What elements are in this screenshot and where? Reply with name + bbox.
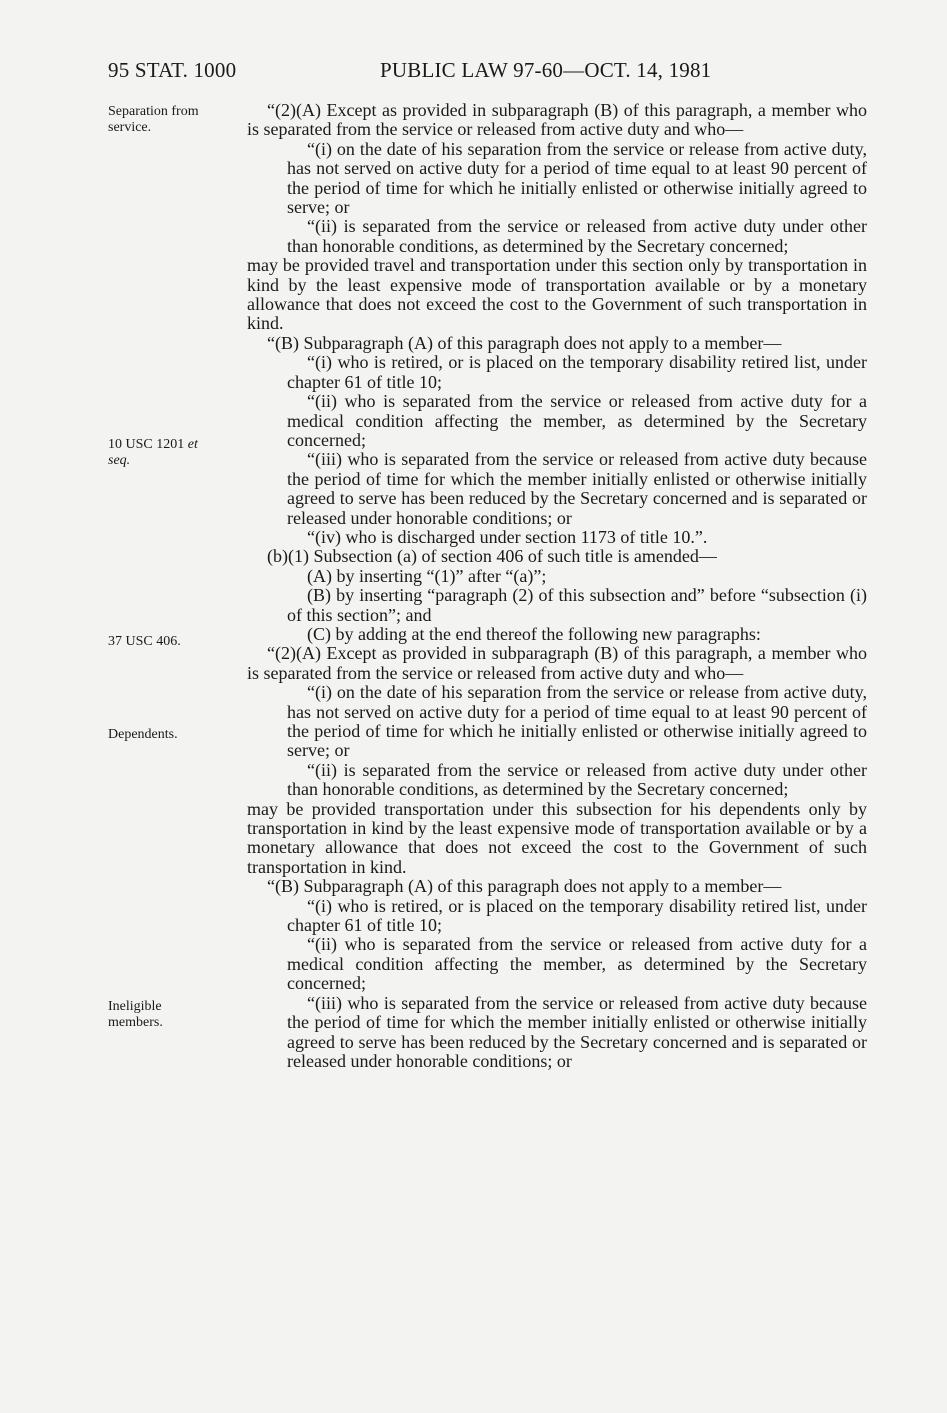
paragraph-2A-dependents: “(2)(A) Except as provided in subparagraph (B) of this paragraph, a member who is separated from the service or released from active duty and who— bbox=[247, 643, 867, 683]
amendment-A: (A) by inserting “(1)” after “(a)”; bbox=[307, 565, 547, 586]
amendment-B: (B) by inserting “paragraph (2) of this subsection and” before “subsection (i) of this section”; and bbox=[287, 585, 867, 625]
running-header-title: PUBLIC LAW 97-60—OCT. 14, 1981 bbox=[380, 58, 712, 82]
paragraph-2A-travel: “(2)(A) Except as provided in subparagraph (B) of this paragraph, a member who is separated from the service or released from active duty and who— bbox=[247, 100, 867, 140]
margin-note-usc-1201 bbox=[108, 437, 238, 469]
clause-iii-reduced-dependents: “(iii) who is separated from the service or released from active duty because the period of time for which the member initially enlisted or otherwise initially agreed to serve has been reduced by the Secretary concerned and is separated or released under honorable conditions; or bbox=[287, 992, 867, 1071]
clause-ii-medical: “(ii) who is separated from the service or released from active duty for a medical condition affecting the member, as determined by the Secretary concerned; bbox=[287, 391, 867, 450]
statute-text-body bbox=[247, 101, 867, 1071]
clause-i-retired-dependents: “(i) who is retired, or is placed on the temporary disability retired list, under chapter 61 of title 10; bbox=[287, 895, 867, 936]
clause-i-travel: “(i) on the date of his separation from the service or release from active duty, has not served on active duty for a period of time equal to at least 90 percent of the period of time for which he initially enlisted or otherwise initially agreed to serve; or bbox=[287, 138, 867, 218]
paragraph-2A-travel-tail: may be provided travel and transportation under this section only by transportation in kind by the least expensive mode of transportation available or by a monetary allowance that does not exceed the cost to the Government of such transportation in kind. bbox=[247, 255, 867, 334]
paragraph-2B-dependents: “(B) Subparagraph (A) of this paragraph does not apply to a member— bbox=[267, 876, 782, 897]
clause-i-retired: “(i) who is retired, or is placed on the temporary disability retired list, under chapter 61 of title 10; bbox=[287, 352, 867, 392]
paragraph-2B-travel: “(B) Subparagraph (A) of this paragraph does not apply to a member— bbox=[267, 332, 782, 353]
clause-ii-dependents: “(ii) is separated from the service or released from active duty under other than honorable conditions, as determined by the Secretary concerned; bbox=[287, 759, 867, 800]
clause-ii-travel: “(ii) is separated from the service or released from active duty under other than honorable conditions, as determined by the Secretary concerned; bbox=[287, 216, 867, 256]
clause-iv-discharged: “(iv) who is discharged under section 1173 of title 10.”. bbox=[307, 526, 708, 547]
margin-note-dependents: Dependents. bbox=[108, 727, 178, 742]
margin-note-separation: Separation from service. bbox=[108, 104, 199, 135]
clause-ii-medical-dependents: “(ii) who is separated from the service or released from active duty for a medical condition affecting the member, as determined by the Secretary concerned; bbox=[287, 934, 867, 994]
paragraph-2A-dependents-tail: may be provided transportation under this subsection for his dependents only by transportation in kind by the least expensive mode of transportation available or by a monetary allowance that does not exceed the cost to the Government of such transportation in kind. bbox=[247, 798, 867, 877]
clause-i-dependents: “(i) on the date of his separation from the service or release from active duty, has not served on active duty for a period of time equal to at least 90 percent of the period of time for which he initially enlisted or otherwise initially agreed to serve; or bbox=[287, 682, 867, 761]
usc-1201-et: et bbox=[187, 437, 198, 452]
usc-1201-citation: 10 USC 1201 bbox=[108, 437, 185, 452]
amendment-C: (C) by adding at the end thereof the following new paragraphs: bbox=[307, 623, 761, 644]
margin-note-ineligible: Ineligible members. bbox=[108, 999, 163, 1030]
subsection-b1-amendment: (b)(1) Subsection (a) of section 406 of such title is amended— bbox=[267, 546, 717, 567]
usc-1201-seq: seq. bbox=[108, 453, 131, 468]
margin-note-usc-406: 37 USC 406. bbox=[108, 634, 181, 649]
clause-iii-reduced: “(iii) who is separated from the service or released from active duty because the period of time for which the member initially enlisted or otherwise initially agreed to serve has been reduced by the Secretary concerned and is separated or released under honorable conditions; or bbox=[287, 449, 867, 528]
statute-page-number: 95 STAT. 1000 bbox=[108, 58, 237, 82]
